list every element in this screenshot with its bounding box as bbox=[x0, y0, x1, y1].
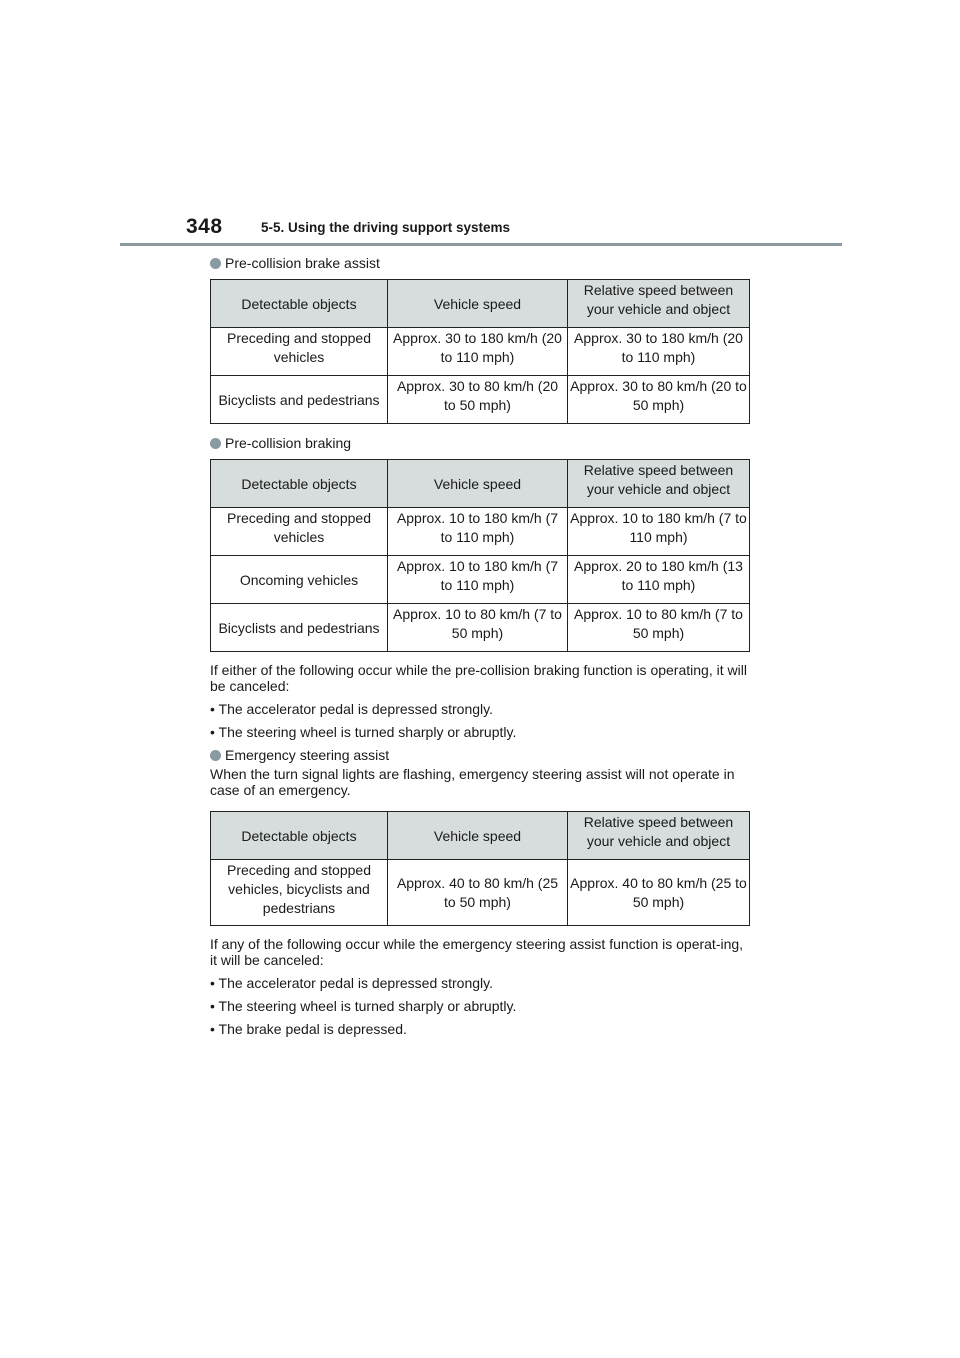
table-row bbox=[211, 376, 750, 424]
column-header: Relative speed between your vehicle and object bbox=[567, 812, 749, 860]
table-cell: Approx. 30 to 80 km/h (20 to 50 mph) bbox=[567, 376, 749, 424]
table-row bbox=[211, 860, 750, 926]
table-cell: Approx. 10 to 180 km/h (7 to 110 mph) bbox=[567, 508, 749, 556]
column-header: Detectable objects bbox=[211, 460, 388, 508]
column-header: Vehicle speed bbox=[387, 460, 567, 508]
table-cell: Approx. 30 to 180 km/h (20 to 110 mph) bbox=[387, 328, 567, 376]
list-item: • The steering wheel is turned sharply or abruptly. bbox=[210, 998, 517, 1014]
table-cell: Approx. 40 to 80 km/h (25 to 50 mph) bbox=[567, 860, 749, 926]
table-cell: Approx. 40 to 80 km/h (25 to 50 mph) bbox=[387, 860, 567, 926]
column-header: Relative speed between your vehicle and object bbox=[567, 460, 749, 508]
table-cell: Approx. 30 to 80 km/h (20 to 50 mph) bbox=[387, 376, 567, 424]
list-item: • The accelerator pedal is depressed strongly. bbox=[210, 975, 493, 991]
esa-intro: When the turn signal lights are flashing, emergency steering assist will not operate in case of an emergency. bbox=[210, 766, 735, 798]
table-cell: Approx. 30 to 180 km/h (20 to 110 mph) bbox=[567, 328, 749, 376]
table-header-row bbox=[211, 460, 750, 508]
table-cell: Preceding and stopped vehicles bbox=[211, 508, 388, 556]
list-item: • The steering wheel is turned sharply or abruptly. bbox=[210, 724, 517, 740]
esa-heading: Emergency steering assist bbox=[210, 746, 750, 764]
table-cell: Approx. 10 to 80 km/h (7 to 50 mph) bbox=[387, 604, 567, 652]
table-cell: Oncoming vehicles bbox=[211, 556, 388, 604]
esa-cancel-note: If any of the following occur while the emergency steering assist function is operat-ing, it will be canceled: bbox=[210, 936, 744, 968]
list-item: • The accelerator pedal is depressed strongly. bbox=[210, 701, 493, 717]
bullet-circle-icon bbox=[210, 258, 221, 269]
header-divider bbox=[120, 243, 842, 246]
pcb-cancel-note: If either of the following occur while the pre-collision braking function is operating, it will be canceled: bbox=[210, 662, 747, 694]
column-header: Detectable objects bbox=[211, 280, 388, 328]
page-number: 348 bbox=[186, 215, 223, 238]
bullet-circle-icon bbox=[210, 438, 221, 449]
column-header: Vehicle speed bbox=[387, 812, 567, 860]
table-cell: Preceding and stopped vehicles, bicyclists and pedestrians bbox=[211, 860, 388, 926]
pcba-table bbox=[210, 279, 750, 424]
table-row bbox=[211, 604, 750, 652]
table-row bbox=[211, 328, 750, 376]
table-cell: Approx. 10 to 80 km/h (7 to 50 mph) bbox=[567, 604, 749, 652]
pcb-heading: Pre-collision braking bbox=[210, 434, 750, 452]
esa-table bbox=[210, 811, 750, 926]
table-row bbox=[211, 508, 750, 556]
page-content bbox=[210, 254, 750, 1043]
table-cell: Preceding and stopped vehicles bbox=[211, 328, 388, 376]
list-item: • The brake pedal is depressed. bbox=[210, 1021, 407, 1037]
table-row bbox=[211, 556, 750, 604]
bullet-circle-icon bbox=[210, 750, 221, 761]
column-header: Detectable objects bbox=[211, 812, 388, 860]
section-title: 5-5. Using the driving support systems bbox=[261, 220, 511, 235]
table-cell: Approx. 20 to 180 km/h (13 to 110 mph) bbox=[567, 556, 749, 604]
pcb-table bbox=[210, 459, 750, 652]
table-cell: Bicyclists and pedestrians bbox=[211, 376, 388, 424]
table-cell: Bicyclists and pedestrians bbox=[211, 604, 388, 652]
table-header-row bbox=[211, 812, 750, 860]
table-cell: Approx. 10 to 180 km/h (7 to 110 mph) bbox=[387, 508, 567, 556]
column-header: Vehicle speed bbox=[387, 280, 567, 328]
table-header-row bbox=[211, 280, 750, 328]
column-header: Relative speed between your vehicle and object bbox=[567, 280, 749, 328]
pcba-heading: Pre-collision brake assist bbox=[210, 254, 750, 272]
table-cell: Approx. 10 to 180 km/h (7 to 110 mph) bbox=[387, 556, 567, 604]
